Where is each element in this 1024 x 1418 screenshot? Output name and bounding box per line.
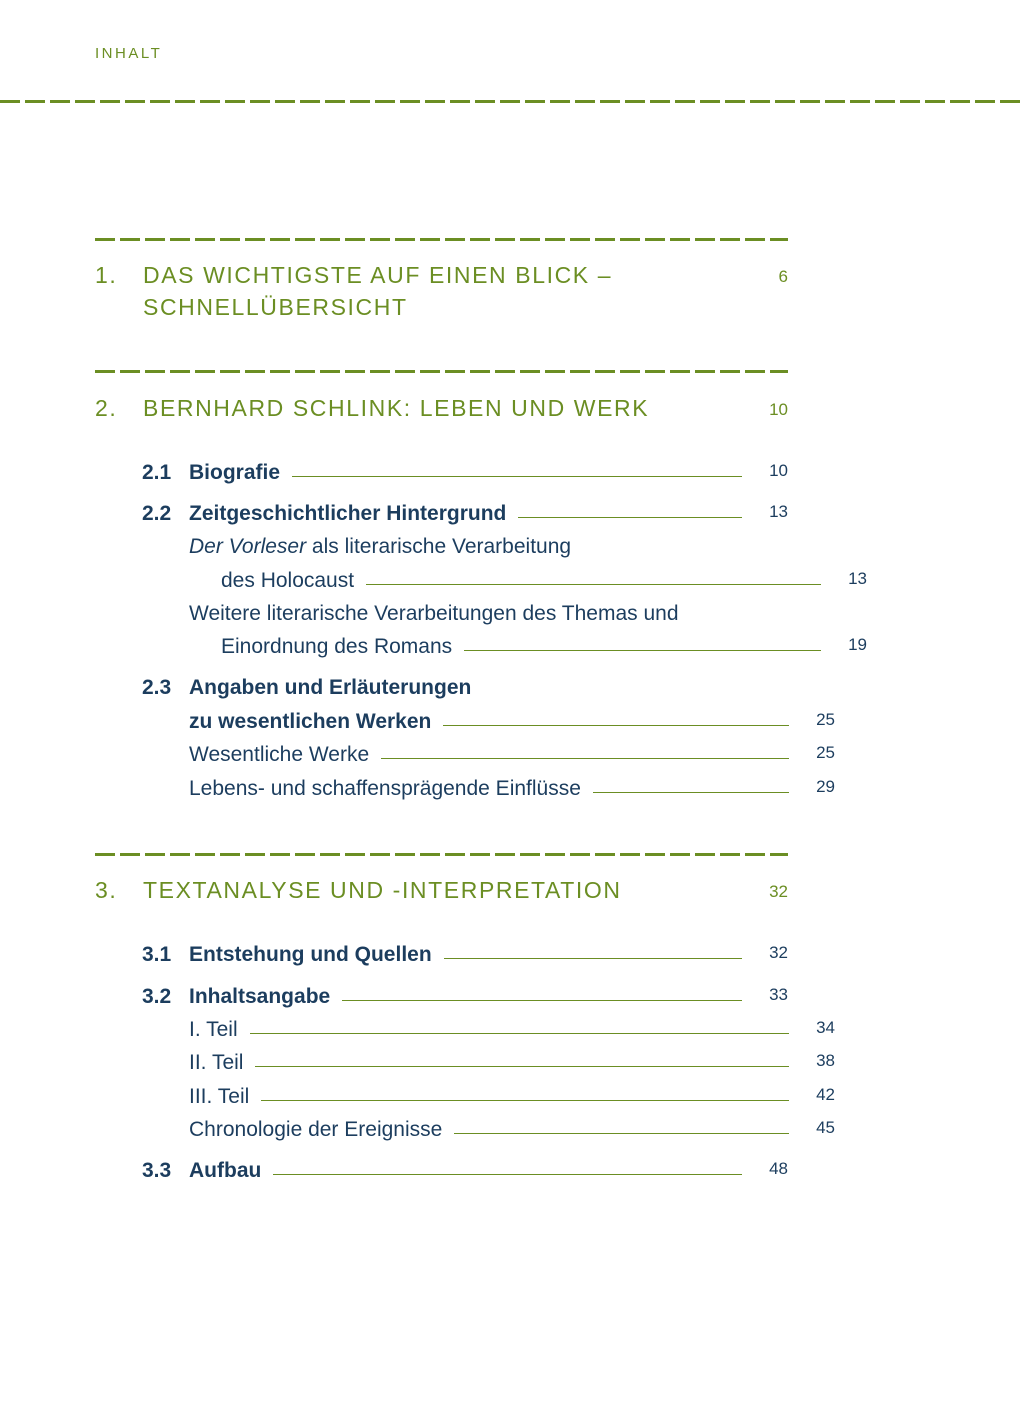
entry-title: Lebens- und schaffensprägende Einflüsse [189,777,581,800]
book-title-italic: Der Vorleser [189,535,307,558]
leader-line [518,517,742,518]
leader-line [464,650,821,651]
toc-entry-2-3[interactable] [142,676,788,706]
entry-number: 2.2 [142,502,172,525]
chapter-1-heading[interactable] [95,259,788,323]
leader-line [273,1174,742,1175]
page-number: 29 [816,777,835,796]
entry-number: 2.1 [142,461,172,484]
header-divider [0,100,1024,103]
entry-title: II. Teil [189,1051,244,1074]
toc-entry-3-3[interactable] [142,1159,788,1189]
leader-line [250,1033,789,1034]
entry-title: Einordnung des Romans [221,635,453,658]
page-number: 48 [769,1159,788,1178]
toc-entry-3-2[interactable] [142,985,788,1015]
chapter-title: TEXTANALYSE UND -INTERPRETATION [143,877,622,903]
toc-subentry-cont[interactable] [142,569,867,599]
entry-title: Wesentliche Werke [189,743,370,766]
page-number: 6 [778,267,788,286]
entry-title: I. Teil [189,1018,238,1041]
toc-subentry[interactable] [142,1018,835,1048]
page-number: 34 [816,1018,835,1037]
toc-entry-2-1[interactable] [142,461,788,491]
entry-title: Chronologie der Ereignisse [189,1118,443,1141]
chapter-divider [95,238,788,241]
toc-entry-3-1[interactable] [142,943,788,973]
page-number: 25 [816,743,835,762]
entry-title: Angaben und Erläuterungen [189,676,472,699]
leader-line [342,1000,742,1001]
chapter-title: BERNHARD SCHLINK: LEBEN UND WERK [143,395,650,421]
toc-subentry[interactable] [142,1085,835,1115]
chapter-number: 2. [95,395,118,421]
leader-line [366,584,821,585]
toc-subentry-cont[interactable] [142,635,867,665]
leader-line [381,758,789,759]
toc-entry-2-2[interactable] [142,502,788,532]
entry-number: 3.3 [142,1159,172,1182]
chapter-2-heading[interactable] [95,392,788,424]
entry-title: Entstehung und Quellen [189,943,432,966]
entry-title: Inhaltsangabe [189,985,331,1008]
entry-number: 2.3 [142,676,172,699]
leader-line [593,792,789,793]
chapter-title-line: DAS WICHTIGSTE AUF EINEN BLICK – [143,262,613,288]
leader-line [454,1133,789,1134]
toc-subentry[interactable] [142,535,835,565]
page-number: 32 [769,882,788,901]
page-number: 32 [769,943,788,962]
page-number: 13 [769,502,788,521]
leader-line [255,1066,789,1067]
toc-subentry[interactable] [142,1051,835,1081]
chapter-divider [95,370,788,373]
page-number: 10 [769,461,788,480]
page-number: 45 [816,1118,835,1137]
entry-title: III. Teil [189,1085,250,1108]
toc-subentry[interactable] [142,602,835,632]
entry-number: 3.2 [142,985,172,1008]
page-number: 38 [816,1051,835,1070]
running-head: INHALT [95,45,163,62]
entry-title: Weitere literarische Verarbeitungen des Themas und [189,602,679,625]
entry-title-rest: als literarische Verarbeitung [306,535,572,558]
leader-line [443,725,789,726]
chapter-number: 1. [95,262,118,288]
leader-line [261,1100,789,1101]
page-number: 19 [848,635,867,654]
toc-subentry[interactable] [142,1118,835,1148]
toc-entry-2-3-cont[interactable] [142,710,835,740]
page-number: 33 [769,985,788,1004]
chapter-title-line: SCHNELLÜBERSICHT [143,294,408,320]
page-number: 25 [816,710,835,729]
toc-subentry[interactable] [142,777,835,807]
entry-title: des Holocaust [221,569,355,592]
entry-title: Aufbau [189,1159,262,1182]
entry-title: Zeitgeschichtlicher Hintergrund [189,502,507,525]
page-number: 42 [816,1085,835,1104]
toc-subentry[interactable] [142,743,835,773]
entry-title: Biografie [189,461,281,484]
chapter-3-heading[interactable] [95,874,788,906]
chapter-number: 3. [95,877,118,903]
chapter-divider [95,853,788,856]
entry-title [189,535,571,559]
entry-number: 3.1 [142,943,172,966]
leader-line [444,958,742,959]
page-number: 13 [848,569,867,588]
entry-title: zu wesentlichen Werken [189,710,432,733]
page-number: 10 [769,400,788,419]
leader-line [292,476,742,477]
